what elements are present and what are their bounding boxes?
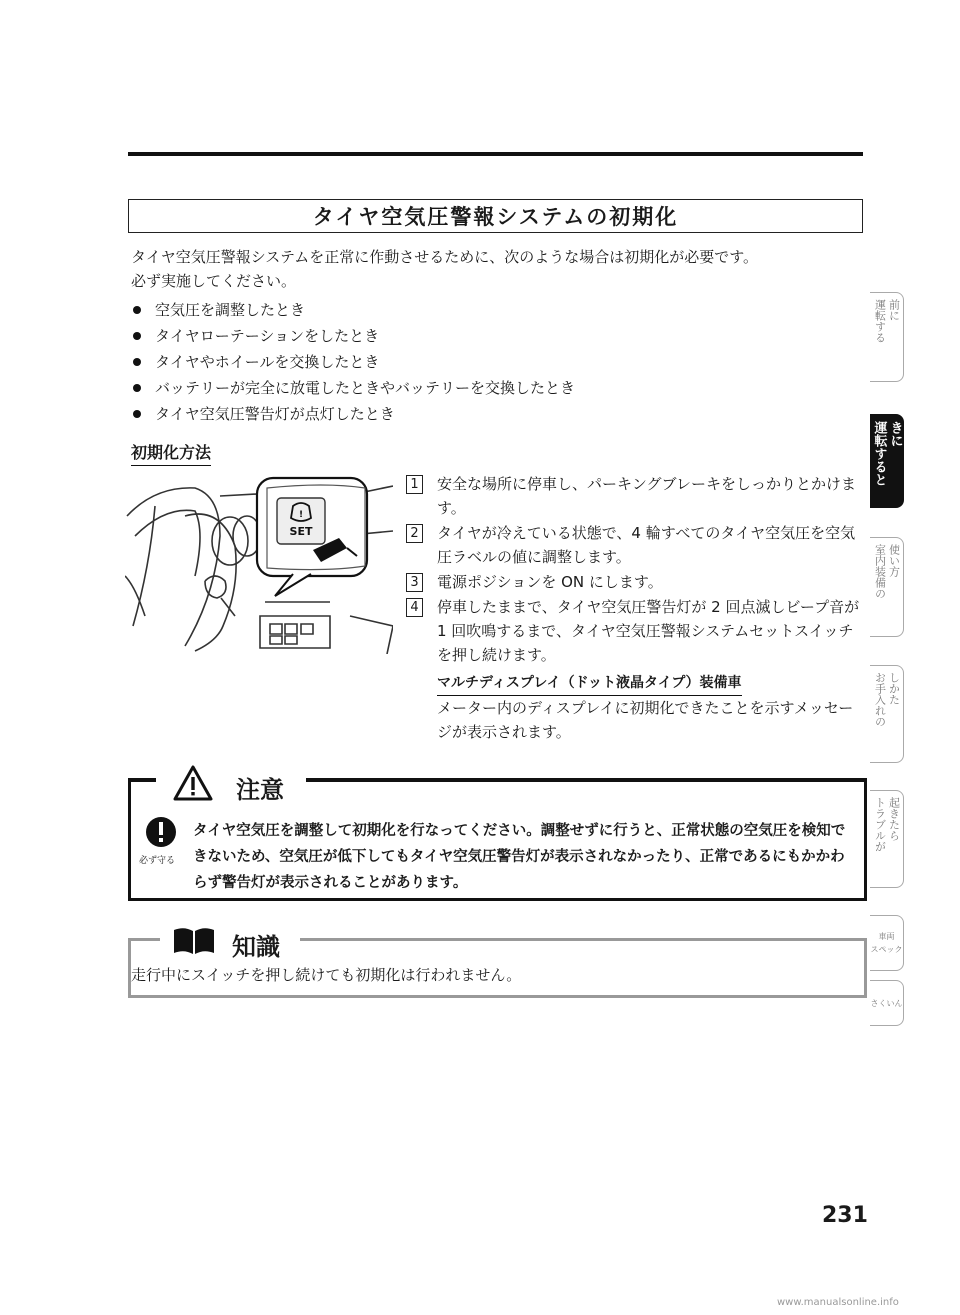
step-4	[406, 595, 864, 744]
step-2	[406, 521, 864, 569]
bullet-icon	[133, 306, 141, 314]
equipment-note-heading: マルチディスプレイ（ドット液晶タイプ）装備車	[437, 671, 742, 696]
condition-list	[131, 297, 866, 427]
dashboard-illustration	[125, 476, 393, 654]
intro-line-2: 必ず実施してください。	[131, 272, 297, 290]
step-1	[406, 472, 864, 520]
intro-line-1: タイヤ空気圧警報システムを正常に作動させるために、次のような場合は初期化が必要です。	[131, 248, 759, 266]
side-tab-interior[interactable]: 室内装備の 使い方	[870, 537, 904, 637]
bullet-icon	[133, 410, 141, 418]
page-number: 231	[822, 1203, 868, 1228]
step-text: タイヤが冷えている状態で、4 輪すべてのタイヤ空気圧を空気圧ラベルの値に調整します。	[437, 524, 856, 566]
step-number: 4	[406, 598, 423, 617]
bullet-icon	[133, 332, 141, 340]
step-text: 電源ポジションを ON にします。	[437, 573, 663, 591]
side-tab-before-driving[interactable]: 運転する 前に	[870, 292, 904, 382]
intro-paragraph	[131, 245, 866, 293]
set-button-label: SET	[289, 525, 313, 538]
knowledge-title: 知識	[232, 933, 280, 961]
step-text: 停車したままで、タイヤ空気圧警告灯が 2 回点滅しビープ音が 1 回吹鳴するまで、タイヤ空気圧警報システムセットスイッチを押し続けます。	[437, 598, 860, 664]
list-item: タイヤ空気圧警告灯が点灯したとき	[131, 401, 866, 427]
top-rule	[128, 152, 863, 156]
side-tab-specs[interactable]: 車両 スペック	[870, 915, 904, 971]
procedure-steps	[406, 472, 864, 745]
bullet-icon	[133, 358, 141, 366]
side-tab-trouble[interactable]: トラブルが 起きたら	[870, 790, 904, 888]
warning-triangle-icon	[172, 764, 214, 802]
step-number: 2	[406, 524, 423, 543]
side-tab-index[interactable]: さくいん	[870, 980, 904, 1026]
list-item: タイヤやホイールを交換したとき	[131, 349, 866, 375]
side-tab-while-driving[interactable]: 運転すると きに	[870, 414, 904, 508]
step-text: 安全な場所に停車し、パーキングブレーキをしっかりとかけます。	[437, 475, 856, 517]
side-tab-maintenance[interactable]: お手入れの しかた	[870, 665, 904, 763]
equipment-note-text: メーター内のディスプレイに初期化できたことを示すメッセージが表示されます。	[437, 699, 854, 741]
step-number: 3	[406, 573, 423, 592]
mandatory-icon-caption: 必ず守る	[139, 856, 176, 866]
book-icon	[172, 926, 216, 956]
step-3	[406, 570, 864, 594]
caution-title: 注意	[236, 776, 284, 804]
list-item: タイヤローテーションをしたとき	[131, 323, 866, 349]
list-item: 空気圧を調整したとき	[131, 297, 866, 323]
list-item: バッテリーが完全に放電したときやバッテリーを交換したとき	[131, 375, 866, 401]
footer-watermark: www.manualsonline.info	[777, 1297, 899, 1308]
mandatory-icon	[141, 816, 181, 852]
bullet-icon	[133, 384, 141, 392]
knowledge-text: 走行中にスイッチを押し続けても初期化は行われません。	[131, 966, 522, 984]
section-heading: 初期化方法	[131, 440, 211, 466]
svg-text:!: !	[298, 510, 304, 520]
step-number: 1	[406, 475, 423, 494]
caution-text: タイヤ空気圧を調整して初期化を行なってください。調整せずに行うと、正常状態の空気圧を検知できないため、空気圧が低下してもタイヤ空気圧警告灯が表示されなかったり、正常であるにもかかわらず警告灯が表示されることがあります。	[193, 823, 846, 891]
page-title: タイヤ空気圧警報システムの初期化	[128, 199, 863, 233]
